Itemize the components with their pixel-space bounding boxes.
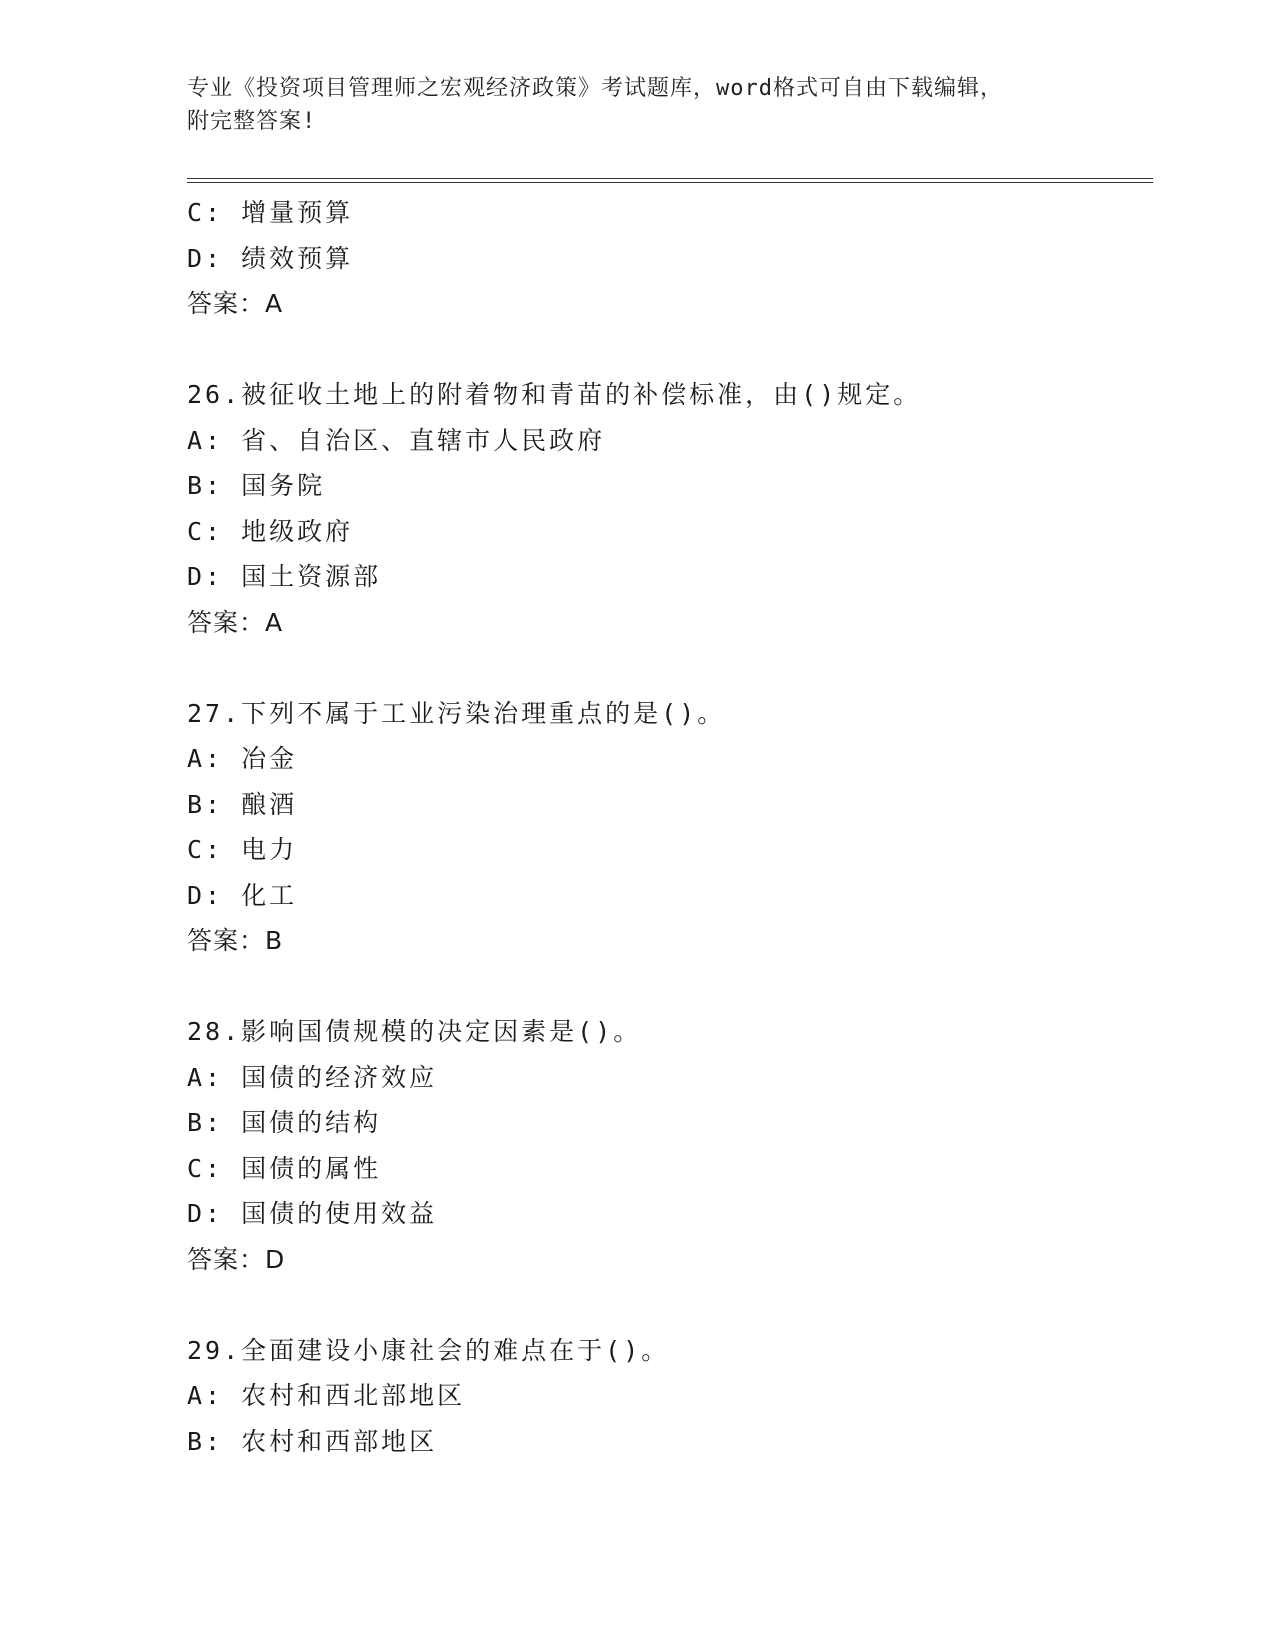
option-a: A: 冶金 (187, 744, 298, 773)
answer-line: 答案：B (187, 926, 284, 955)
question-stem: 27.下列不属于工业污染治理重点的是()。 (187, 698, 726, 728)
option-c: C: 电力 (187, 835, 298, 864)
header-line-2: 附完整答案! (187, 109, 317, 134)
question-27 (187, 691, 1153, 964)
question-28 (187, 1009, 1153, 1282)
answer-line: 答案：A (187, 289, 284, 318)
header-line-1: 专业《投资项目管理师之宏观经济政策》考试题库，word格式可自由下载编辑， (187, 76, 1003, 101)
option-d: D: 国债的使用效益 (187, 1199, 438, 1228)
option-c: C: 国债的属性 (187, 1153, 382, 1183)
question-fragment (187, 190, 1153, 327)
option-a: A: 农村和西北部地区 (187, 1381, 466, 1410)
option-b: B: 酿酒 (187, 789, 298, 819)
option-d: D: 国土资源部 (187, 562, 382, 591)
question-list (187, 190, 1153, 1464)
option-c: C: 增量预算 (187, 198, 354, 227)
question-stem: 28.影响国债规模的决定因素是()。 (187, 1017, 642, 1046)
option-c: C: 地级政府 (187, 516, 354, 546)
option-b: B: 农村和西部地区 (187, 1426, 438, 1456)
answer-line: 答案：D (187, 1244, 286, 1274)
page-header (187, 72, 1087, 138)
option-b: B: 国务院 (187, 471, 326, 500)
option-b: B: 国债的结构 (187, 1108, 382, 1137)
answer-line: 答案：A (187, 607, 284, 637)
option-a: A: 省、自治区、直辖市人民政府 (187, 425, 606, 455)
question-stem: 26.被征收土地上的附着物和青苗的补偿标准，由()规定。 (187, 380, 922, 409)
question-29 (187, 1328, 1153, 1465)
question-26 (187, 372, 1153, 645)
option-a: A: 国债的经济效应 (187, 1062, 438, 1092)
question-stem: 29.全面建设小康社会的难点在于()。 (187, 1335, 670, 1365)
option-d: D: 化工 (187, 880, 298, 910)
header-divider (187, 178, 1153, 183)
option-d: D: 绩效预算 (187, 243, 354, 273)
